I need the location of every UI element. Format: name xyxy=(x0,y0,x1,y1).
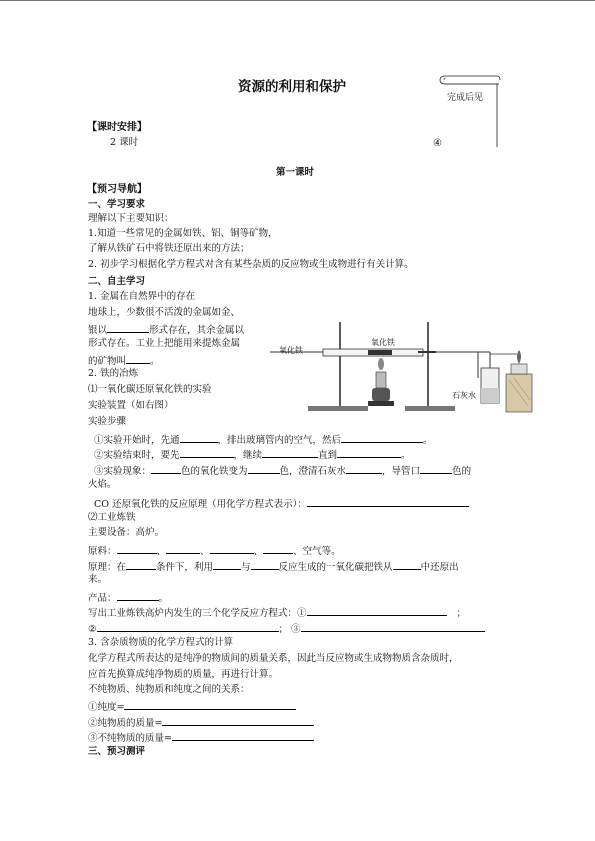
pure-mass-text: ②纯物质的质量= xyxy=(88,718,163,729)
setup-label: 实验装置（如右图） xyxy=(88,400,174,411)
answer-blank[interactable] xyxy=(180,448,234,458)
step3-text-a: ③实验现象： xyxy=(94,466,152,477)
question-1-line2 xyxy=(88,323,244,337)
answer-blank[interactable] xyxy=(151,464,181,474)
materials-text-b: 、空气等。 xyxy=(293,546,341,557)
label-iron-oxide-top: 氧化铁 xyxy=(371,338,395,347)
step3-text-c: 色，澄清石灰水 xyxy=(279,466,347,477)
question-2-sub1: ⑴一氧化碳还原氧化铁的实验 xyxy=(88,384,212,395)
materials-text-a: 原料： xyxy=(88,546,117,557)
answer-blank[interactable] xyxy=(213,560,241,570)
step1-text-a: ①实验开始时，先通 xyxy=(94,435,180,446)
principle2-line xyxy=(88,560,459,574)
answer-blank[interactable] xyxy=(307,606,447,616)
page-title: 资源的利用和保护 xyxy=(238,79,346,95)
top-border xyxy=(0,0,595,1)
answer-blank[interactable] xyxy=(162,716,314,726)
step3-text-e: 色的 xyxy=(452,466,472,477)
answer-blank[interactable] xyxy=(262,448,318,458)
section-1-item2: 2. 初步学习根据化学方程式对含有某些杂质的反应物或生成物进行有关计算。 xyxy=(88,259,414,270)
preview-nav-heading: 【预习导航】 xyxy=(87,184,147,195)
question-3-line3: 不纯物质、纯物质和纯度之间的关系： xyxy=(88,684,250,695)
step1-text-b: ，排出玻璃管内的空气，然后 xyxy=(217,435,342,446)
equation-2-label: ② xyxy=(88,624,97,635)
question-1-line4 xyxy=(88,354,160,368)
q1-line2-text-a: 银以 xyxy=(88,325,108,336)
label-limewater: 石灰水 xyxy=(452,391,476,400)
label-iron-oxide-left: 氧化铁 xyxy=(279,346,303,355)
principle2-text-d: 反应生成的一氧化碳把铁从 xyxy=(278,562,393,573)
section-1-item1b: 了解从铁矿石中将铁还原出来的方法； xyxy=(88,243,250,254)
section-1-item1a: 1.知道一些常见的金属如铁、铝、铜等矿物， xyxy=(88,228,278,239)
lesson-title: 第一课时 xyxy=(276,167,315,178)
equipment-line: 主要设备：高炉。 xyxy=(88,527,165,538)
principle2-text-a: 原理：在 xyxy=(88,562,127,573)
schedule-value: 2 课时 xyxy=(110,137,139,148)
answer-blank[interactable] xyxy=(126,354,150,364)
section-1-heading: 一、学习要求 xyxy=(88,199,146,210)
answer-blank[interactable] xyxy=(117,591,159,601)
step3-text-b: 色的氧化铁变为 xyxy=(181,466,248,477)
step3-text-d: ，导管口 xyxy=(382,466,421,477)
answer-blank[interactable] xyxy=(180,433,218,443)
step2-text-b: ，继续 xyxy=(233,450,263,461)
materials-separator: 、 xyxy=(253,546,264,557)
question-2-sub2: ⑵工业炼铁 xyxy=(88,512,136,523)
principle-text: CO 还原氧化铁的反应原理（用化学方程式表示）： xyxy=(94,499,307,510)
question-3-line2: 应首先换算成纯净物质的质量，再进行计算。 xyxy=(88,669,279,680)
q1-line2-text-b: 形式存在，其余金属以 xyxy=(149,325,245,336)
principle2-text-c: 与 xyxy=(241,562,251,573)
section-3-heading: 三、预习测评 xyxy=(88,746,146,757)
materials-line xyxy=(88,544,341,558)
apparatus-diagram xyxy=(268,316,540,415)
schedule-heading: 【课时安排】 xyxy=(87,122,147,133)
steps-label: 实验步骤 xyxy=(88,416,127,427)
pure-mass-line xyxy=(88,716,314,730)
question-1-line3: 形式存在。工业上把能用来提炼金属 xyxy=(88,338,241,349)
question-1-title: 1. 金属在自然界中的存在 xyxy=(88,291,196,302)
answer-blank[interactable] xyxy=(97,622,279,632)
answer-blank[interactable] xyxy=(248,464,280,474)
answer-blank[interactable] xyxy=(307,497,469,507)
step-3 xyxy=(94,464,471,478)
answer-blank[interactable] xyxy=(263,544,293,554)
equations-semicolon: ； xyxy=(456,608,467,619)
step2-text-d: 。 xyxy=(401,450,411,461)
impure-mass-line xyxy=(88,731,314,745)
answer-blank[interactable] xyxy=(341,433,423,443)
step-1 xyxy=(94,433,433,447)
principle-line xyxy=(94,497,469,511)
q1-line4-text-a: 的矿物叫 xyxy=(88,356,127,367)
question-1-line1: 地球上，少数很不活泼的金属如金、 xyxy=(88,307,241,318)
answer-blank[interactable] xyxy=(346,464,382,474)
answer-blank[interactable] xyxy=(393,560,421,570)
step2-text-c: 直到 xyxy=(318,450,338,461)
answer-blank[interactable] xyxy=(337,448,401,458)
badge-text: 完成后见 xyxy=(447,93,484,103)
answer-blank[interactable] xyxy=(126,560,156,570)
principle2-text-b: 条件下，利用 xyxy=(156,562,214,573)
step1-text-c: 。 xyxy=(423,435,433,446)
answer-blank[interactable] xyxy=(124,700,296,710)
purity-text: ①纯度= xyxy=(88,702,125,713)
answer-blank[interactable] xyxy=(301,622,485,632)
answer-blank[interactable] xyxy=(210,544,254,554)
product-text-a: 产品： xyxy=(88,593,117,604)
q1-line4-text-b: 。 xyxy=(150,356,160,367)
answer-blank[interactable] xyxy=(166,544,200,554)
equations-line-2 xyxy=(88,622,485,636)
principle2-text-e: 中还原出 xyxy=(420,562,459,573)
question-2-title: 2. 铁的冶炼 xyxy=(88,368,139,379)
answer-blank[interactable] xyxy=(117,544,157,554)
purity-line xyxy=(88,700,296,714)
equations-text: 写出工业炼铁高炉内发生的三个化学反应方程式：① xyxy=(88,608,307,619)
product-text-b: 。 xyxy=(158,593,169,604)
answer-blank[interactable] xyxy=(172,731,314,741)
equation-3-label: ； ③ xyxy=(278,624,301,635)
answer-blank[interactable] xyxy=(107,323,149,333)
materials-separator: 、 xyxy=(156,546,167,557)
step2-text-a: ②实验结束时，要先 xyxy=(94,450,180,461)
impure-mass-text: ③不纯物质的质量= xyxy=(88,733,172,744)
question-3-line1: 化学方程式所表达的是纯净的物质间的质量关系，因此当反应物或生成物物质含杂质时， xyxy=(88,653,459,664)
step-3-cont: 火焰。 xyxy=(88,479,117,490)
section-1-intro: 理解以下主要知识： xyxy=(88,213,174,224)
scroll-badge-icon xyxy=(439,73,501,148)
section-2-heading: 二、自主学习 xyxy=(88,276,146,287)
product-line xyxy=(88,591,168,605)
step-2 xyxy=(94,448,411,462)
equations-line xyxy=(88,606,466,620)
answer-blank[interactable] xyxy=(251,560,279,570)
materials-separator: 、 xyxy=(200,546,210,557)
principle2-cont: 来。 xyxy=(88,574,108,585)
badge-mark: ④ xyxy=(433,138,442,149)
question-3-title: 3. 含杂质物质的化学方程式的计算 xyxy=(88,637,234,648)
answer-blank[interactable] xyxy=(420,464,452,474)
